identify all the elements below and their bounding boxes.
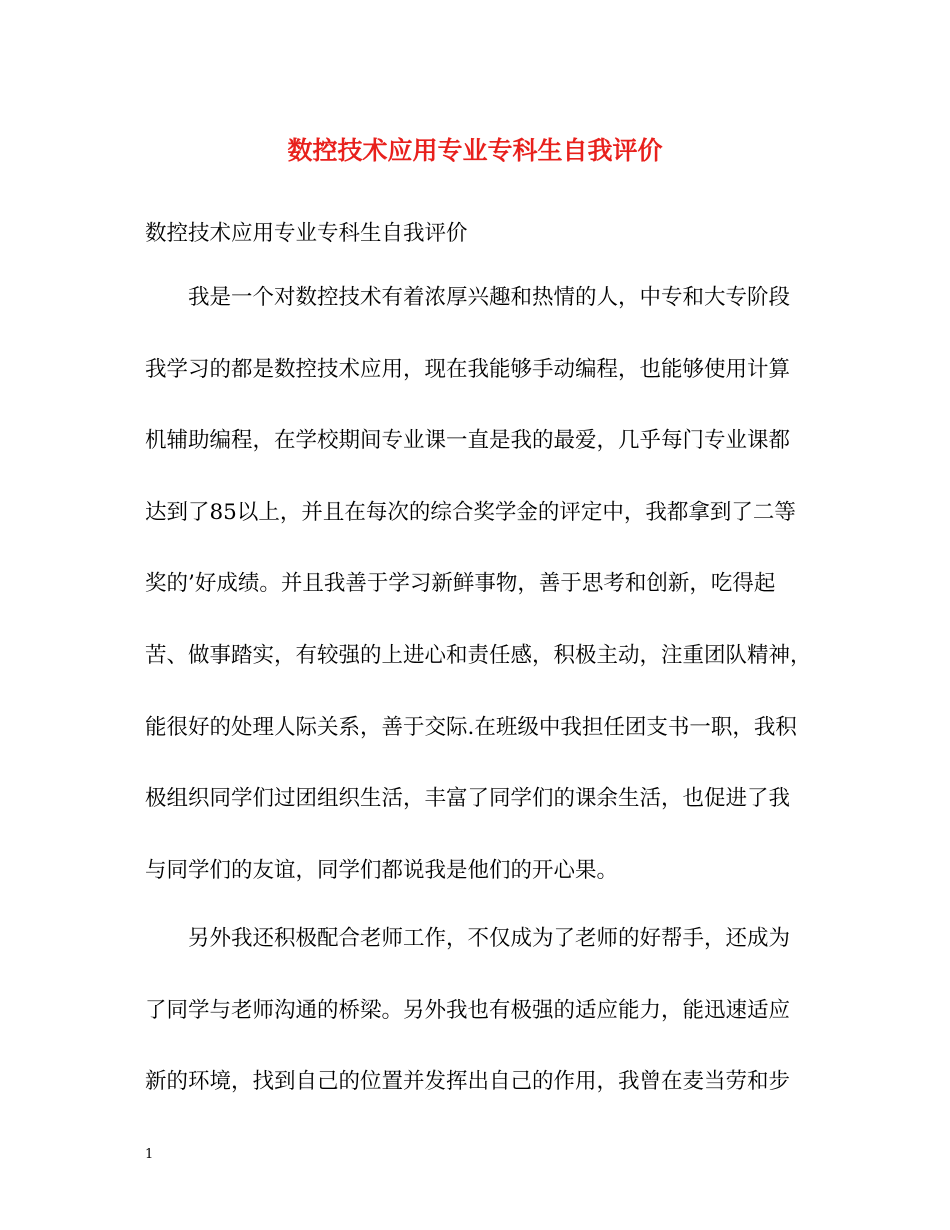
paragraph-line: 能很好的处理人际关系，善于交际.在班级中我担任团支书一职，我积	[145, 715, 797, 740]
page-number: 1	[145, 1147, 154, 1162]
paragraph-line: 机辅助编程，在学校期间专业课一直是我的最爱，几乎每门专业课都	[145, 428, 791, 453]
paragraph-line: 苦、做事踏实，有较强的上进心和责任感，积极主动，注重团队精神，	[145, 643, 812, 668]
paragraph-line: 极组织同学们过团组织生活，丰富了同学们的课余生活，也促进了我	[145, 786, 791, 811]
paragraph-line: 奖的’好成绩。并且我善于学习新鲜事物，善于思考和创新，吃得起	[145, 571, 776, 596]
paragraph-line: 另外我还积极配合老师工作，不仅成为了老师的好帮手，还成为	[188, 926, 791, 951]
paragraph-line: 我是一个对数控技术有着浓厚兴趣和热情的人，中专和大专阶段	[188, 285, 791, 310]
document-subtitle: 数控技术应用专业专科生自我评价	[145, 221, 468, 246]
document-title: 数控技术应用专业专科生自我评价	[287, 136, 663, 165]
paragraph-line: 了同学与老师沟通的桥梁。另外我也有极强的适应能力，能迅速适应	[145, 998, 791, 1023]
paragraph-line: 与同学们的友谊，同学们都说我是他们的开心果。	[145, 858, 619, 883]
paragraph-line: 新的环境，找到自己的位置并发挥出自己的作用，我曾在麦当劳和步	[145, 1069, 791, 1094]
paragraph-line: 我学习的都是数控技术应用，现在我能够手动编程，也能够使用计算	[145, 357, 791, 382]
paragraph-line: 达到了85以上，并且在每次的综合奖学金的评定中，我都拿到了二等	[145, 500, 796, 525]
